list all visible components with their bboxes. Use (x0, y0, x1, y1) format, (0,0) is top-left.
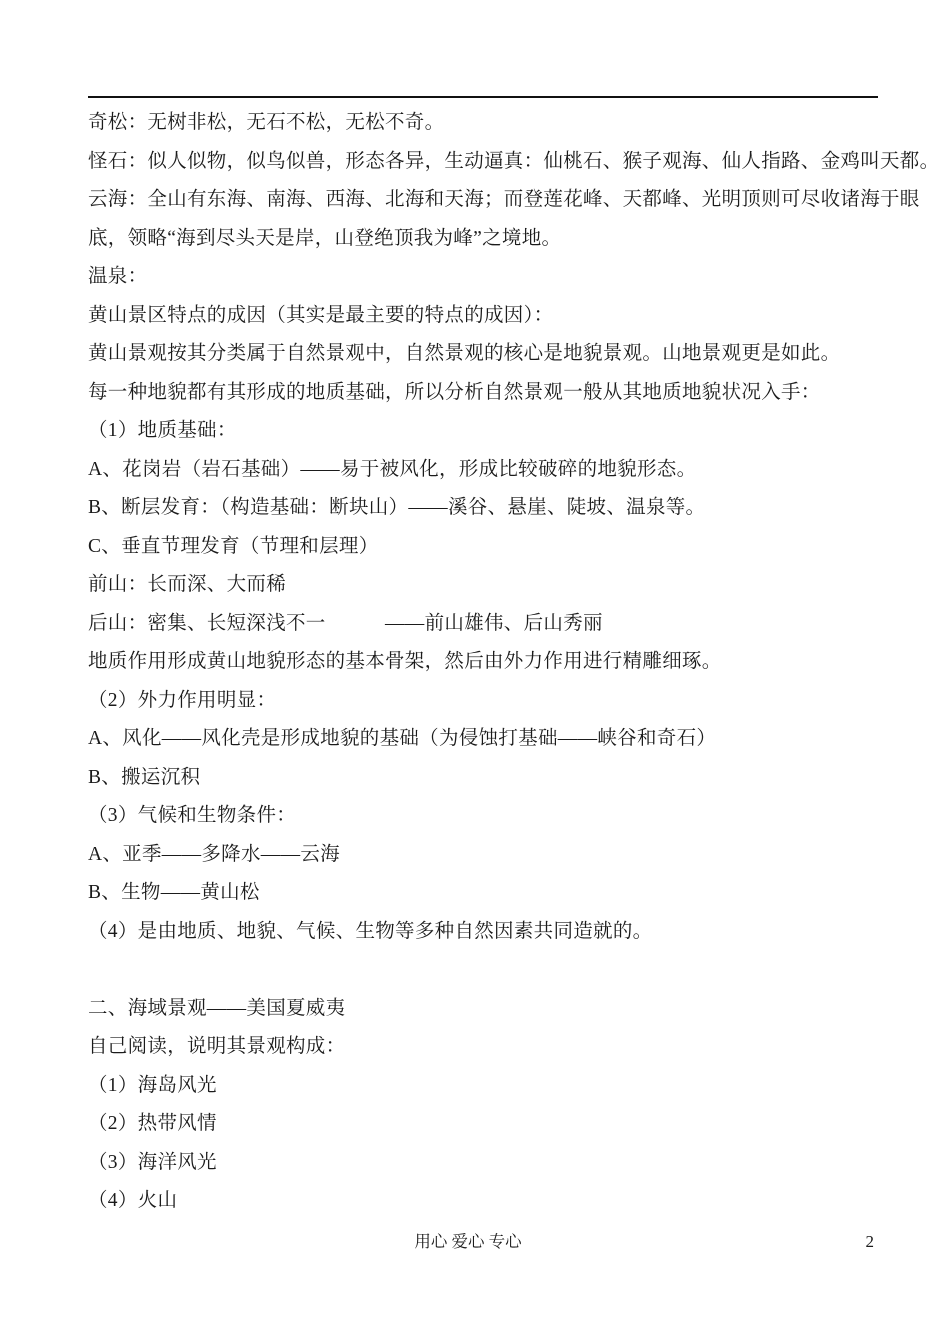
text-line: A、亚季——多降水——云海 (88, 843, 340, 865)
text-line: 云海：全山有东海、南海、西海、北海和天海；而登莲花峰、天都峰、光明顶则可尽收诸海于眼 (88, 189, 920, 210)
text-line: B、搬运沉积 (88, 766, 201, 788)
text-line: 地质作用形成黄山地貌形态的基本骨架，然后由外力作用进行精雕细琢。 (88, 651, 722, 672)
text-line: （3）海洋风光 (88, 1151, 217, 1173)
text-line: 黄山景观按其分类属于自然景观中，自然景观的核心是地貌景观。山地景观更是如此。 (88, 343, 841, 364)
header-rule (88, 96, 878, 98)
text-line: （3）气候和生物条件： (88, 805, 297, 826)
text-line: 后山：密集、长短深浅不一 ——前山雄伟、后山秀丽 (88, 612, 603, 634)
text-line: 黄山景区特点的成因（其实是最主要的特点的成因）： (88, 304, 554, 326)
footer-motto: 用心 爱心 专心 (414, 1232, 522, 1251)
text-line: 温泉： (88, 266, 148, 287)
text-line: 每一种地貌都有其形成的地质基础，所以分析自然景观一般从其地质地貌状况入手： (88, 381, 821, 403)
text-line: （2）外力作用明显： (88, 689, 277, 711)
text-line: B、生物——黄山松 (88, 882, 260, 903)
text-line: （1）海岛风光 (88, 1074, 217, 1096)
text-line: 怪石：似人似物，似鸟似兽，形态各异，生动逼真：仙桃石、猴子观海、仙人指路、金鸡叫天都。 (88, 150, 940, 172)
document-body (88, 104, 940, 1221)
text-line: （2）热带风情 (88, 1113, 217, 1134)
text-line: 前山：长而深、大而稀 (88, 574, 287, 595)
page-footer (88, 1228, 878, 1258)
text-line: 自己阅读，说明其景观构成： (88, 1036, 346, 1057)
blank-line (88, 951, 880, 990)
text-line: 奇松：无树非松，无石不松，无松不奇。 (88, 112, 445, 133)
section-heading: 二、海域景观——美国夏威夷 (88, 997, 346, 1019)
text-line: C、垂直节理发育（节理和层理） (88, 535, 379, 557)
text-line: （4）火山 (88, 1190, 178, 1211)
page-number: 2 (865, 1232, 874, 1251)
text-line: A、风化——风化壳是形成地貌的基础（为侵蚀打基础——峡谷和奇石） (88, 728, 717, 749)
text-line: A、花岗岩（岩石基础）——易于被风化，形成比较破碎的地貌形态。 (88, 458, 697, 480)
text-line: （4）是由地质、地貌、气候、生物等多种自然因素共同造就的。 (88, 920, 653, 942)
text-line: B、断层发育：（构造基础：断块山）——溪谷、悬崖、陡坡、温泉等。 (88, 497, 706, 518)
text-line: （1）地质基础： (88, 420, 237, 441)
text-line: 底，领略“海到尽头天是岸，山登绝顶我为峰”之境地。 (88, 227, 562, 249)
